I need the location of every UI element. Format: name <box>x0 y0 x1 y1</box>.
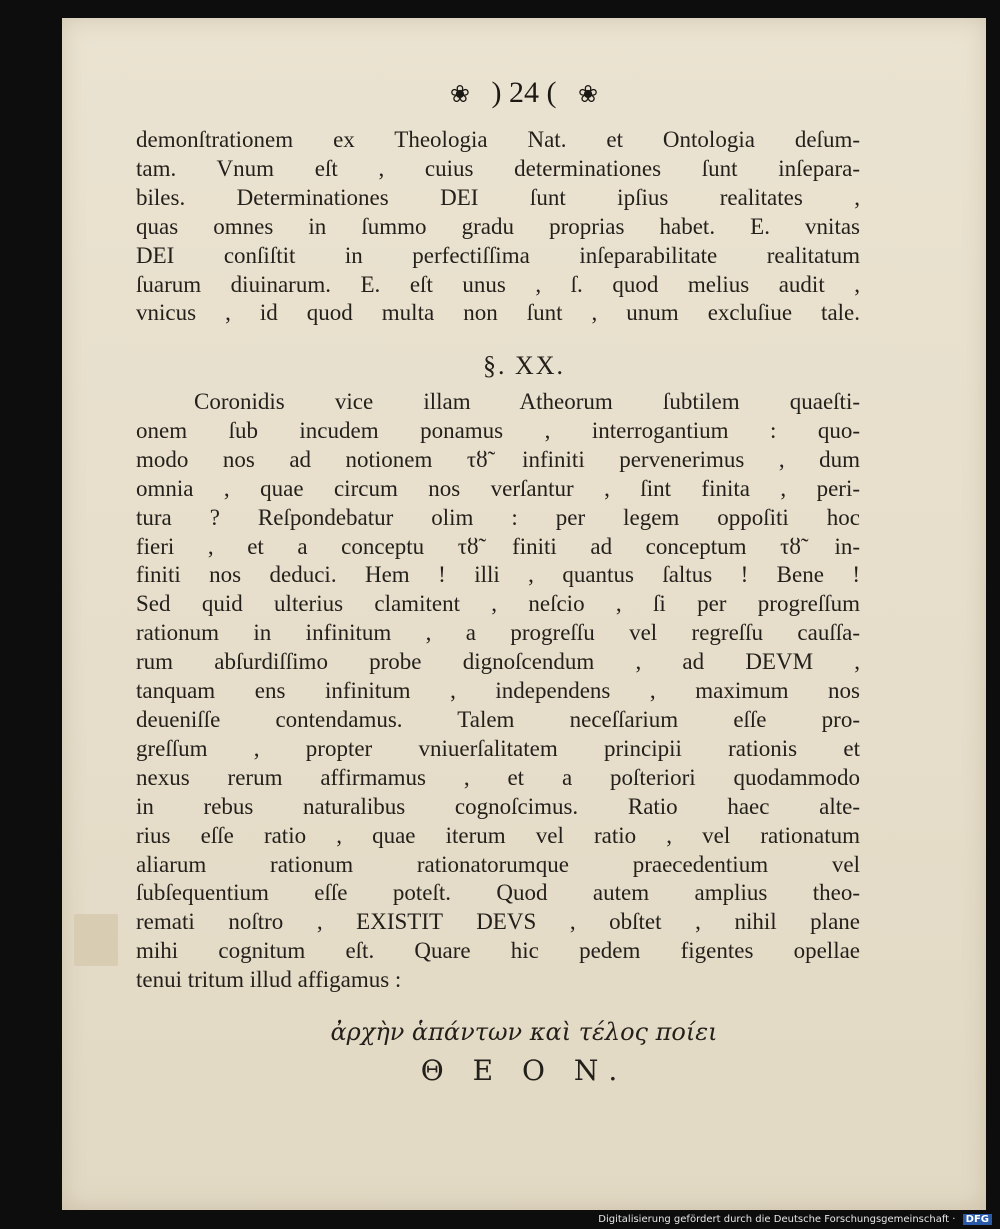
text-line: ſubſequentium eſſe poteſt. Quod autem amplius theo- <box>136 880 860 906</box>
text-line: demonſtrationem ex Theologia Nat. et Ontologia deſum- <box>136 127 860 152</box>
section-heading: §. XX. <box>482 351 566 380</box>
text-line: deueniſſe contendamus. Talem neceſſarium eſſe pro- <box>136 706 860 732</box>
text-line: Sed quid ulterius clamitent , neſcio , ſi per progreſſum <box>136 591 860 617</box>
text-line: nexus rerum affirmamus , et a poſteriori quodammodo <box>136 764 860 790</box>
text-line: modo nos ad notionem τȣ̃ infiniti pervenerimus , dum <box>136 446 860 472</box>
text-line: tura ? Reſpondebatur olim : per legem oppoſiti hoc <box>136 504 860 530</box>
text-line: rum abſurdiſſimo probe dignoſcendum , ad DEVM , <box>136 649 860 675</box>
page-number: ) 24 ( <box>491 76 557 109</box>
text-line: omnia , quae circum nos verſantur , ſint finita , peri- <box>136 475 860 501</box>
text-line: onem ſub incudem ponamus , interrogantium : quo- <box>136 417 860 443</box>
text-line: tenui tritum illud affigamus : <box>136 967 402 993</box>
ornament-left-icon: ❀ <box>449 82 470 108</box>
footer-credit: Digitalisierung gefördert durch die Deutsche Forschungsgemeinschaft · <box>598 1214 956 1225</box>
paragraph-2 <box>136 388 860 995</box>
greek-motto: ἀρχὴν ἁπάντων καὶ τέλος ποίει <box>330 1018 718 1046</box>
text-line: fieri , et a conceptu τȣ̃ finiti ad conceptum τȣ̃ in- <box>136 533 860 559</box>
text-line: ſuarum diuinarum. E. eſt unus , ſ. quod melius audit , <box>136 271 860 297</box>
text-line: biles. Determinationes DEI ſunt ipſius realitates , <box>136 184 860 210</box>
text-line: DEI conſiſtit in perfectiſſima inſeparabilitate realitatum <box>136 242 860 268</box>
text-line: Coronidis vice illam Atheorum ſubtilem quaeſti- <box>194 389 860 414</box>
page-header <box>62 76 986 110</box>
text-line: remati noſtro , EXISTIT DEVS , obſtet , nihil plane <box>136 909 860 935</box>
text-line: rationum in infinitum , a progreſſu vel regreſſu cauſſa- <box>136 620 860 646</box>
ornament-right-icon: ❀ <box>577 82 599 108</box>
text-line: vnicus , id quod multa non ſunt , unum excluſiue tale. <box>136 300 860 326</box>
text-line: quas omnes in ſummo gradu proprias habet. E. vnitas <box>136 213 860 239</box>
text-line: tam. Vnum eſt , cuius determinationes ſunt inſepara- <box>136 155 860 181</box>
text-line: in rebus naturalibus cognoſcimus. Ratio haec alte- <box>136 793 860 819</box>
book-page <box>62 18 986 1210</box>
paper-tab <box>74 914 118 966</box>
theon-word: Θ Ε Ο Ν. <box>420 1054 628 1087</box>
text-line: mihi cognitum eſt. Quare hic pedem figentes opellae <box>136 938 860 964</box>
dfg-logo: DFG <box>963 1214 992 1225</box>
text-line: finiti nos deduci. Hem ! illi , quantus ſaltus ! Bene ! <box>136 562 860 588</box>
digitization-footer <box>598 1214 992 1225</box>
text-line: aliarum rationum rationatorumque praecedentium vel <box>136 851 860 877</box>
text-line: tanquam ens infinitum , independens , maximum nos <box>136 678 860 704</box>
text-line: greſſum , propter vniuerſalitatem principii rationis et <box>136 735 860 761</box>
paragraph-1 <box>136 126 860 328</box>
text-line: rius eſſe ratio , quae iterum vel ratio , vel rationatum <box>136 822 860 848</box>
